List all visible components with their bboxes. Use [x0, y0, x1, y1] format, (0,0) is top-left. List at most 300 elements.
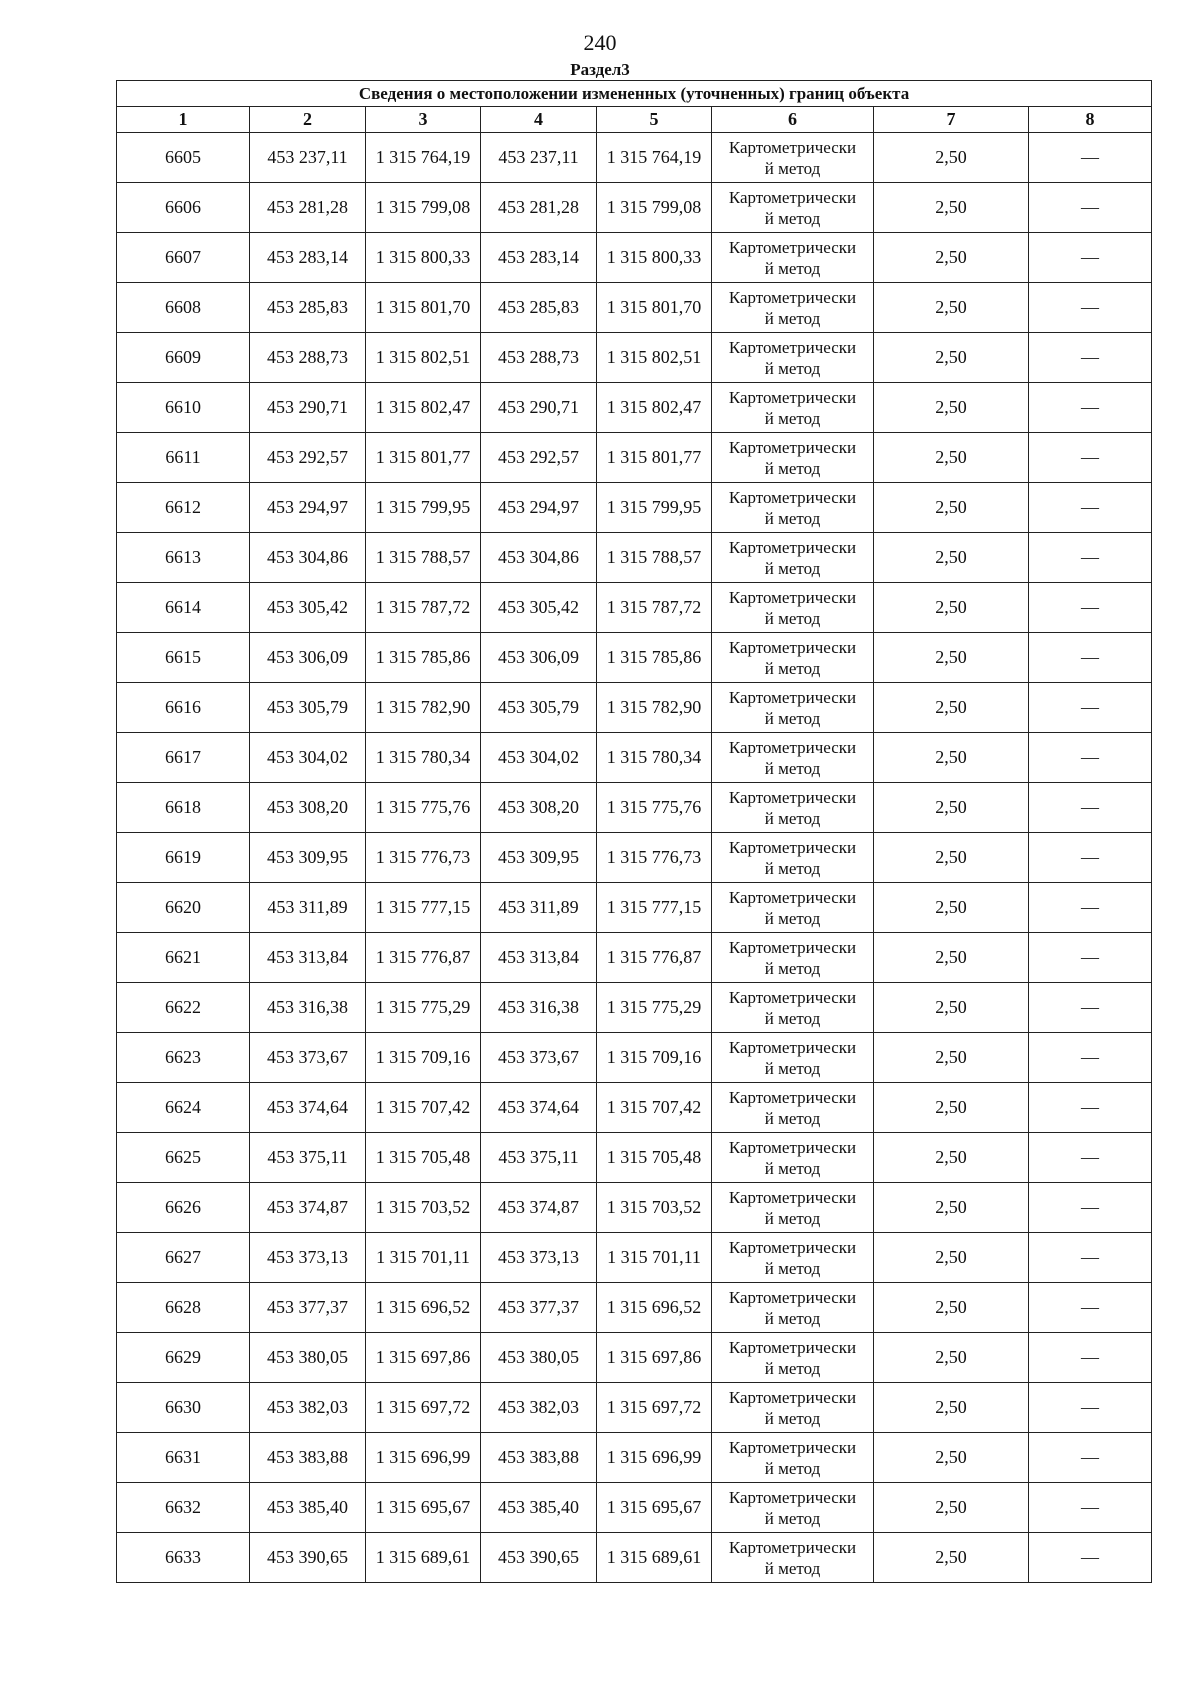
cell-accuracy: 2,50 [874, 533, 1029, 583]
cell-note: — [1029, 1433, 1152, 1483]
column-number: 4 [481, 107, 597, 133]
table-row [117, 183, 1152, 233]
method-line-2: й метод [764, 458, 821, 478]
cell-y-old: 1 315 697,86 [366, 1333, 481, 1383]
cell-note: — [1029, 1033, 1152, 1083]
cell-x-new: 453 294,97 [481, 483, 597, 533]
cell-y-new: 1 315 707,42 [597, 1083, 712, 1133]
cell-x-old: 453 305,79 [250, 683, 366, 733]
table-row [117, 433, 1152, 483]
cell-point: 6613 [117, 533, 250, 583]
cell-x-old: 453 237,11 [250, 133, 366, 183]
cell-y-new: 1 315 776,87 [597, 933, 712, 983]
cell-point: 6611 [117, 433, 250, 483]
cell-point: 6626 [117, 1183, 250, 1233]
method-line-1: Картометрически [728, 837, 857, 857]
cell-method [712, 1133, 874, 1183]
cell-x-old: 453 374,87 [250, 1183, 366, 1233]
cell-x-new: 453 290,71 [481, 383, 597, 433]
method-line-2: й метод [764, 1458, 821, 1478]
cell-point: 6610 [117, 383, 250, 433]
cell-x-old: 453 385,40 [250, 1483, 366, 1533]
cell-x-old: 453 290,71 [250, 383, 366, 433]
cell-x-old: 453 294,97 [250, 483, 366, 533]
cell-x-old: 453 285,83 [250, 283, 366, 333]
cell-method [712, 333, 874, 383]
method-line-2: й метод [764, 658, 821, 678]
cell-note: — [1029, 733, 1152, 783]
cell-point: 6631 [117, 1433, 250, 1483]
cell-point: 6616 [117, 683, 250, 733]
method-line-2: й метод [764, 858, 821, 878]
column-number: 5 [597, 107, 712, 133]
method-line-1: Картометрически [728, 687, 857, 707]
table-row [117, 1233, 1152, 1283]
cell-x-new: 453 316,38 [481, 983, 597, 1033]
method-line-1: Картометрически [728, 937, 857, 957]
cell-method [712, 1433, 874, 1483]
cell-x-old: 453 380,05 [250, 1333, 366, 1383]
cell-x-new: 453 285,83 [481, 283, 597, 333]
cell-point: 6618 [117, 783, 250, 833]
cell-note: — [1029, 483, 1152, 533]
cell-y-old: 1 315 802,51 [366, 333, 481, 383]
coordinates-table [116, 80, 1152, 1583]
cell-accuracy: 2,50 [874, 733, 1029, 783]
method-line-2: й метод [764, 1558, 821, 1578]
cell-y-new: 1 315 780,34 [597, 733, 712, 783]
cell-x-new: 453 374,64 [481, 1083, 597, 1133]
table-row [117, 1133, 1152, 1183]
cell-x-new: 453 288,73 [481, 333, 597, 383]
method-line-1: Картометрически [728, 1137, 857, 1157]
cell-x-old: 453 304,86 [250, 533, 366, 583]
cell-x-old: 453 383,88 [250, 1433, 366, 1483]
method-line-2: й метод [764, 358, 821, 378]
cell-note: — [1029, 983, 1152, 1033]
table-row [117, 633, 1152, 683]
cell-accuracy: 2,50 [874, 383, 1029, 433]
table-row [117, 833, 1152, 883]
cell-y-old: 1 315 701,11 [366, 1233, 481, 1283]
cell-x-old: 453 281,28 [250, 183, 366, 233]
cell-accuracy: 2,50 [874, 1433, 1029, 1483]
cell-note: — [1029, 1383, 1152, 1433]
cell-x-old: 453 374,64 [250, 1083, 366, 1133]
cell-y-old: 1 315 689,61 [366, 1533, 481, 1583]
cell-y-old: 1 315 696,99 [366, 1433, 481, 1483]
cell-method [712, 1233, 874, 1283]
table-caption-row [117, 81, 1152, 107]
cell-point: 6614 [117, 583, 250, 633]
cell-y-old: 1 315 802,47 [366, 383, 481, 433]
method-line-1: Картометрически [728, 1437, 857, 1457]
cell-method [712, 683, 874, 733]
cell-accuracy: 2,50 [874, 1083, 1029, 1133]
table-row [117, 1083, 1152, 1133]
method-line-1: Картометрически [728, 337, 857, 357]
cell-point: 6609 [117, 333, 250, 383]
method-line-2: й метод [764, 958, 821, 978]
cell-method [712, 383, 874, 433]
cell-x-new: 453 311,89 [481, 883, 597, 933]
cell-x-old: 453 377,37 [250, 1283, 366, 1333]
cell-point: 6628 [117, 1283, 250, 1333]
cell-method [712, 1483, 874, 1533]
method-line-1: Картометрически [728, 1087, 857, 1107]
cell-method [712, 833, 874, 883]
cell-accuracy: 2,50 [874, 333, 1029, 383]
cell-note: — [1029, 333, 1152, 383]
cell-accuracy: 2,50 [874, 583, 1029, 633]
table-row [117, 983, 1152, 1033]
cell-x-new: 453 292,57 [481, 433, 597, 483]
method-line-1: Картометрически [728, 1237, 857, 1257]
cell-x-old: 453 313,84 [250, 933, 366, 983]
cell-x-old: 453 316,38 [250, 983, 366, 1033]
cell-accuracy: 2,50 [874, 883, 1029, 933]
cell-x-new: 453 375,11 [481, 1133, 597, 1183]
cell-method [712, 883, 874, 933]
cell-y-new: 1 315 802,47 [597, 383, 712, 433]
cell-method [712, 183, 874, 233]
cell-note: — [1029, 533, 1152, 583]
method-line-2: й метод [764, 308, 821, 328]
table-row [117, 883, 1152, 933]
cell-y-old: 1 315 785,86 [366, 633, 481, 683]
cell-x-new: 453 304,02 [481, 733, 597, 783]
method-line-2: й метод [764, 1058, 821, 1078]
cell-y-old: 1 315 799,08 [366, 183, 481, 233]
cell-y-new: 1 315 703,52 [597, 1183, 712, 1233]
cell-point: 6624 [117, 1083, 250, 1133]
page-number: 240 [583, 30, 617, 55]
cell-y-new: 1 315 701,11 [597, 1233, 712, 1283]
cell-note: — [1029, 1333, 1152, 1383]
method-line-2: й метод [764, 558, 821, 578]
cell-method [712, 1533, 874, 1583]
cell-x-new: 453 377,37 [481, 1283, 597, 1333]
method-line-1: Картометрически [728, 187, 857, 207]
cell-point: 6612 [117, 483, 250, 533]
cell-note: — [1029, 683, 1152, 733]
table-row [117, 733, 1152, 783]
cell-y-new: 1 315 788,57 [597, 533, 712, 583]
cell-x-new: 453 385,40 [481, 1483, 597, 1533]
cell-x-new: 453 309,95 [481, 833, 597, 883]
cell-y-new: 1 315 801,70 [597, 283, 712, 333]
cell-point: 6619 [117, 833, 250, 883]
table-row [117, 783, 1152, 833]
method-line-1: Картометрически [728, 1187, 857, 1207]
cell-point: 6617 [117, 733, 250, 783]
method-line-1: Картометрически [728, 1387, 857, 1407]
table-row [117, 1283, 1152, 1333]
method-line-1: Картометрически [728, 887, 857, 907]
cell-note: — [1029, 1133, 1152, 1183]
cell-x-old: 453 373,67 [250, 1033, 366, 1083]
cell-x-new: 453 373,67 [481, 1033, 597, 1083]
cell-accuracy: 2,50 [874, 1233, 1029, 1283]
table-row [117, 233, 1152, 283]
cell-accuracy: 2,50 [874, 233, 1029, 283]
method-line-2: й метод [764, 208, 821, 228]
cell-y-new: 1 315 801,77 [597, 433, 712, 483]
cell-note: — [1029, 283, 1152, 333]
cell-note: — [1029, 1183, 1152, 1233]
cell-y-new: 1 315 697,72 [597, 1383, 712, 1433]
cell-method [712, 983, 874, 1033]
method-line-2: й метод [764, 808, 821, 828]
cell-accuracy: 2,50 [874, 783, 1029, 833]
cell-y-old: 1 315 764,19 [366, 133, 481, 183]
cell-y-new: 1 315 782,90 [597, 683, 712, 733]
cell-x-new: 453 383,88 [481, 1433, 597, 1483]
cell-method [712, 133, 874, 183]
table-row [117, 583, 1152, 633]
method-line-2: й метод [764, 1508, 821, 1528]
cell-x-old: 453 390,65 [250, 1533, 366, 1583]
cell-method [712, 1083, 874, 1133]
cell-y-new: 1 315 697,86 [597, 1333, 712, 1383]
table-row [117, 533, 1152, 583]
cell-point: 6633 [117, 1533, 250, 1583]
cell-x-new: 453 373,13 [481, 1233, 597, 1283]
section-title: Раздел3 [570, 60, 630, 79]
cell-x-new: 453 304,86 [481, 533, 597, 583]
cell-method [712, 633, 874, 683]
cell-method [712, 433, 874, 483]
method-line-1: Картометрически [728, 587, 857, 607]
cell-accuracy: 2,50 [874, 983, 1029, 1033]
method-line-2: й метод [764, 158, 821, 178]
column-number: 3 [366, 107, 481, 133]
cell-note: — [1029, 583, 1152, 633]
cell-x-new: 453 237,11 [481, 133, 597, 183]
cell-x-new: 453 380,05 [481, 1333, 597, 1383]
cell-x-new: 453 374,87 [481, 1183, 597, 1233]
cell-point: 6606 [117, 183, 250, 233]
table-row [117, 1433, 1152, 1483]
cell-accuracy: 2,50 [874, 1483, 1029, 1533]
cell-point: 6632 [117, 1483, 250, 1533]
cell-point: 6622 [117, 983, 250, 1033]
cell-method [712, 733, 874, 783]
cell-y-new: 1 315 785,86 [597, 633, 712, 683]
table-row [117, 1533, 1152, 1583]
cell-note: — [1029, 1233, 1152, 1283]
method-line-2: й метод [764, 608, 821, 628]
table-row [117, 1383, 1152, 1433]
cell-accuracy: 2,50 [874, 133, 1029, 183]
cell-accuracy: 2,50 [874, 1383, 1029, 1433]
cell-y-old: 1 315 799,95 [366, 483, 481, 533]
method-line-1: Картометрически [728, 537, 857, 557]
cell-y-new: 1 315 696,52 [597, 1283, 712, 1333]
cell-method [712, 283, 874, 333]
cell-point: 6620 [117, 883, 250, 933]
cell-y-old: 1 315 777,15 [366, 883, 481, 933]
method-line-2: й метод [764, 758, 821, 778]
table-row [117, 383, 1152, 433]
method-line-1: Картометрически [728, 637, 857, 657]
cell-x-new: 453 281,28 [481, 183, 597, 233]
cell-note: — [1029, 233, 1152, 283]
cell-y-new: 1 315 777,15 [597, 883, 712, 933]
table-body [117, 133, 1152, 1583]
table-row [117, 1183, 1152, 1233]
cell-accuracy: 2,50 [874, 683, 1029, 733]
cell-note: — [1029, 783, 1152, 833]
column-number-row [117, 107, 1152, 133]
cell-y-new: 1 315 696,99 [597, 1433, 712, 1483]
cell-x-new: 453 390,65 [481, 1533, 597, 1583]
cell-note: — [1029, 1283, 1152, 1333]
cell-point: 6608 [117, 283, 250, 333]
cell-y-old: 1 315 801,70 [366, 283, 481, 333]
cell-x-old: 453 311,89 [250, 883, 366, 933]
method-line-2: й метод [764, 408, 821, 428]
method-line-2: й метод [764, 1008, 821, 1028]
cell-method [712, 783, 874, 833]
method-line-1: Картометрически [728, 437, 857, 457]
cell-x-old: 453 292,57 [250, 433, 366, 483]
cell-point: 6615 [117, 633, 250, 683]
cell-accuracy: 2,50 [874, 1133, 1029, 1183]
cell-method [712, 533, 874, 583]
cell-x-new: 453 305,79 [481, 683, 597, 733]
method-line-1: Картометрически [728, 1487, 857, 1507]
cell-y-old: 1 315 697,72 [366, 1383, 481, 1433]
method-line-2: й метод [764, 1408, 821, 1428]
cell-x-old: 453 288,73 [250, 333, 366, 383]
cell-method [712, 583, 874, 633]
method-line-2: й метод [764, 908, 821, 928]
cell-y-old: 1 315 780,34 [366, 733, 481, 783]
cell-accuracy: 2,50 [874, 1183, 1029, 1233]
cell-y-old: 1 315 776,73 [366, 833, 481, 883]
cell-point: 6605 [117, 133, 250, 183]
cell-note: — [1029, 383, 1152, 433]
cell-x-old: 453 283,14 [250, 233, 366, 283]
table-row [117, 1033, 1152, 1083]
cell-x-new: 453 306,09 [481, 633, 597, 683]
cell-method [712, 1183, 874, 1233]
column-number: 6 [712, 107, 874, 133]
cell-y-old: 1 315 695,67 [366, 1483, 481, 1533]
method-line-2: й метод [764, 1208, 821, 1228]
cell-note: — [1029, 833, 1152, 883]
cell-accuracy: 2,50 [874, 183, 1029, 233]
cell-accuracy: 2,50 [874, 483, 1029, 533]
cell-x-new: 453 308,20 [481, 783, 597, 833]
cell-point: 6625 [117, 1133, 250, 1183]
cell-y-new: 1 315 689,61 [597, 1533, 712, 1583]
method-line-1: Картометрически [728, 287, 857, 307]
cell-y-new: 1 315 775,29 [597, 983, 712, 1033]
cell-y-new: 1 315 709,16 [597, 1033, 712, 1083]
cell-x-old: 453 305,42 [250, 583, 366, 633]
method-line-1: Картометрически [728, 987, 857, 1007]
method-line-1: Картометрически [728, 137, 857, 157]
column-number: 7 [874, 107, 1029, 133]
cell-method [712, 1033, 874, 1083]
cell-y-old: 1 315 703,52 [366, 1183, 481, 1233]
cell-y-new: 1 315 800,33 [597, 233, 712, 283]
cell-accuracy: 2,50 [874, 433, 1029, 483]
cell-note: — [1029, 183, 1152, 233]
cell-y-new: 1 315 764,19 [597, 133, 712, 183]
cell-x-old: 453 309,95 [250, 833, 366, 883]
cell-note: — [1029, 133, 1152, 183]
method-line-2: й метод [764, 508, 821, 528]
cell-x-old: 453 375,11 [250, 1133, 366, 1183]
table-row [117, 1333, 1152, 1383]
cell-accuracy: 2,50 [874, 1283, 1029, 1333]
cell-method [712, 483, 874, 533]
cell-x-new: 453 313,84 [481, 933, 597, 983]
cell-x-old: 453 304,02 [250, 733, 366, 783]
cell-note: — [1029, 433, 1152, 483]
cell-point: 6621 [117, 933, 250, 983]
cell-x-new: 453 382,03 [481, 1383, 597, 1433]
method-line-1: Картометрически [728, 737, 857, 757]
cell-accuracy: 2,50 [874, 283, 1029, 333]
table-row [117, 333, 1152, 383]
cell-y-old: 1 315 788,57 [366, 533, 481, 583]
cell-method [712, 933, 874, 983]
cell-y-new: 1 315 802,51 [597, 333, 712, 383]
cell-y-new: 1 315 799,95 [597, 483, 712, 533]
cell-point: 6630 [117, 1383, 250, 1433]
cell-y-new: 1 315 799,08 [597, 183, 712, 233]
cell-y-new: 1 315 705,48 [597, 1133, 712, 1183]
cell-method [712, 1283, 874, 1333]
method-line-1: Картометрически [728, 237, 857, 257]
method-line-2: й метод [764, 708, 821, 728]
cell-y-old: 1 315 707,42 [366, 1083, 481, 1133]
cell-point: 6629 [117, 1333, 250, 1383]
column-number: 2 [250, 107, 366, 133]
cell-accuracy: 2,50 [874, 633, 1029, 683]
cell-x-old: 453 308,20 [250, 783, 366, 833]
table-row [117, 933, 1152, 983]
cell-note: — [1029, 933, 1152, 983]
method-line-1: Картометрически [728, 487, 857, 507]
cell-y-old: 1 315 782,90 [366, 683, 481, 733]
cell-note: — [1029, 1083, 1152, 1133]
table-row [117, 133, 1152, 183]
method-line-1: Картометрически [728, 787, 857, 807]
cell-y-old: 1 315 787,72 [366, 583, 481, 633]
method-line-2: й метод [764, 258, 821, 278]
cell-y-new: 1 315 787,72 [597, 583, 712, 633]
cell-y-old: 1 315 775,29 [366, 983, 481, 1033]
cell-accuracy: 2,50 [874, 933, 1029, 983]
cell-note: — [1029, 633, 1152, 683]
cell-accuracy: 2,50 [874, 833, 1029, 883]
cell-y-old: 1 315 801,77 [366, 433, 481, 483]
cell-y-new: 1 315 775,76 [597, 783, 712, 833]
cell-x-old: 453 306,09 [250, 633, 366, 683]
cell-method [712, 233, 874, 283]
cell-y-new: 1 315 695,67 [597, 1483, 712, 1533]
cell-x-new: 453 283,14 [481, 233, 597, 283]
cell-note: — [1029, 1483, 1152, 1533]
cell-point: 6607 [117, 233, 250, 283]
cell-accuracy: 2,50 [874, 1533, 1029, 1583]
cell-point: 6623 [117, 1033, 250, 1083]
